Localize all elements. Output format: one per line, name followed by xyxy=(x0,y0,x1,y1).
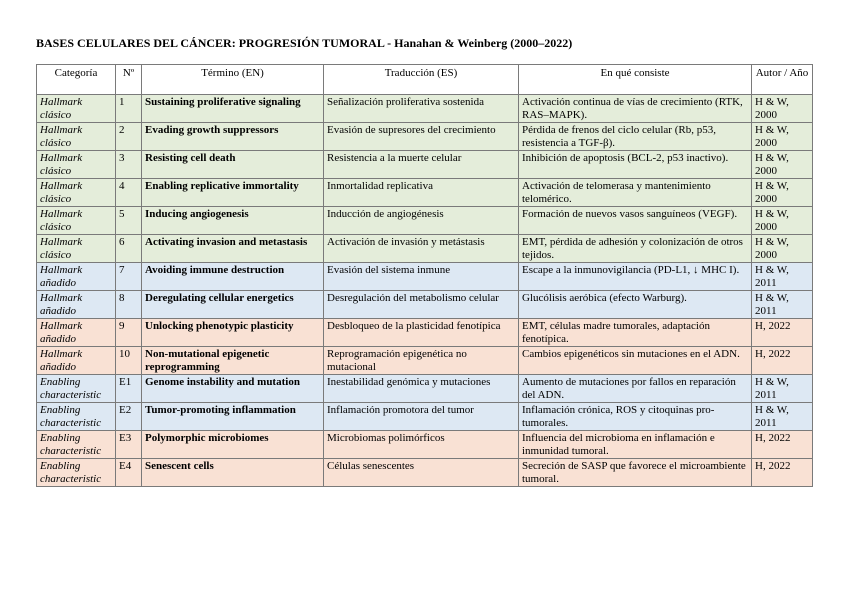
table-row xyxy=(37,179,813,207)
cell-term-en: Activating invasion and metastasis xyxy=(142,235,324,263)
cell-term-en: Resisting cell death xyxy=(142,151,324,179)
document-title: BASES CELULARES DEL CÁNCER: PROGRESIÓN TUMORAL - Hanahan & Weinberg (2000–2022) xyxy=(36,36,573,50)
cell-translation-es: Resistencia a la muerte celular xyxy=(324,151,519,179)
cell-translation-es: Células senescentes xyxy=(324,459,519,487)
cell-author-year: H & W, 2000 xyxy=(752,95,813,123)
cell-number: 8 xyxy=(116,291,142,319)
cell-description: Formación de nuevos vasos sanguíneos (VEGF). xyxy=(519,207,752,235)
table-row xyxy=(37,319,813,347)
cell-number: 4 xyxy=(116,179,142,207)
header-numero: Nº xyxy=(116,65,142,95)
cell-translation-es: Evasión del sistema inmune xyxy=(324,263,519,291)
cell-author-year: H & W, 2011 xyxy=(752,263,813,291)
cell-translation-es: Activación de invasión y metástasis xyxy=(324,235,519,263)
cell-term-en: Tumor-promoting inflammation xyxy=(142,403,324,431)
cell-author-year: H & W, 2011 xyxy=(752,375,813,403)
cell-author-year: H, 2022 xyxy=(752,347,813,375)
header-autor-ano: Autor / Año xyxy=(752,65,813,95)
cell-term-en: Deregulating cellular energetics xyxy=(142,291,324,319)
header-traduccion-es: Traducción (ES) xyxy=(324,65,519,95)
cell-author-year: H & W, 2000 xyxy=(752,151,813,179)
table-row xyxy=(37,459,813,487)
cell-translation-es: Microbiomas polimórficos xyxy=(324,431,519,459)
cell-author-year: H & W, 2011 xyxy=(752,291,813,319)
cell-term-en: Enabling replicative immortality xyxy=(142,179,324,207)
table-row xyxy=(37,431,813,459)
cell-number: 10 xyxy=(116,347,142,375)
cell-term-en: Evading growth suppressors xyxy=(142,123,324,151)
cell-translation-es: Inducción de angiogénesis xyxy=(324,207,519,235)
cell-category: Enabling characteristic xyxy=(37,403,116,431)
cell-term-en: Avoiding immune destruction xyxy=(142,263,324,291)
cell-description: Secreción de SASP que favorece el microambiente tumoral. xyxy=(519,459,752,487)
table-row xyxy=(37,375,813,403)
cell-description: Influencia del microbioma en inflamación e inmunidad tumoral. xyxy=(519,431,752,459)
cell-number: E3 xyxy=(116,431,142,459)
cell-description: Aumento de mutaciones por fallos en reparación del ADN. xyxy=(519,375,752,403)
cell-number: E2 xyxy=(116,403,142,431)
cell-translation-es: Inmortalidad replicativa xyxy=(324,179,519,207)
cell-number: 1 xyxy=(116,95,142,123)
cell-category: Hallmark añadido xyxy=(37,319,116,347)
cell-category: Enabling characteristic xyxy=(37,375,116,403)
cell-category: Hallmark clásico xyxy=(37,151,116,179)
header-categoria: Categoría xyxy=(37,65,116,95)
cell-category: Hallmark clásico xyxy=(37,235,116,263)
cell-category: Hallmark añadido xyxy=(37,263,116,291)
cell-author-year: H & W, 2011 xyxy=(752,403,813,431)
cell-translation-es: Evasión de supresores del crecimiento xyxy=(324,123,519,151)
cell-author-year: H & W, 2000 xyxy=(752,207,813,235)
cell-description: Inhibición de apoptosis (BCL-2, p53 inactivo). xyxy=(519,151,752,179)
cell-term-en: Genome instability and mutation xyxy=(142,375,324,403)
cell-description: EMT, pérdida de adhesión y colonización de otros tejidos. xyxy=(519,235,752,263)
cell-term-en: Senescent cells xyxy=(142,459,324,487)
cell-term-en: Inducing angiogenesis xyxy=(142,207,324,235)
cell-category: Enabling characteristic xyxy=(37,459,116,487)
cell-author-year: H, 2022 xyxy=(752,459,813,487)
table-row xyxy=(37,123,813,151)
cell-term-en: Non-mutational epigenetic reprogramming xyxy=(142,347,324,375)
table-row xyxy=(37,235,813,263)
cell-number: 2 xyxy=(116,123,142,151)
cell-number: E1 xyxy=(116,375,142,403)
cell-description: Activación de telomerasa y mantenimiento telomérico. xyxy=(519,179,752,207)
cell-translation-es: Desregulación del metabolismo celular xyxy=(324,291,519,319)
cell-term-en: Polymorphic microbiomes xyxy=(142,431,324,459)
cell-description: Escape a la inmunovigilancia (PD-L1, ↓ MHC I). xyxy=(519,263,752,291)
cell-author-year: H & W, 2000 xyxy=(752,179,813,207)
cell-category: Hallmark clásico xyxy=(37,179,116,207)
cell-translation-es: Inestabilidad genómica y mutaciones xyxy=(324,375,519,403)
cell-author-year: H & W, 2000 xyxy=(752,235,813,263)
cell-author-year: H, 2022 xyxy=(752,431,813,459)
cell-description: Cambios epigenéticos sin mutaciones en el ADN. xyxy=(519,347,752,375)
table-row xyxy=(37,95,813,123)
table-header-row xyxy=(37,65,813,95)
table-row xyxy=(37,263,813,291)
cell-description: Inflamación crónica, ROS y citoquinas pro-tumorales. xyxy=(519,403,752,431)
cell-number: 5 xyxy=(116,207,142,235)
cell-number: 3 xyxy=(116,151,142,179)
cell-category: Hallmark clásico xyxy=(37,123,116,151)
cell-term-en: Unlocking phenotypic plasticity xyxy=(142,319,324,347)
cell-category: Hallmark clásico xyxy=(37,207,116,235)
cell-translation-es: Desbloqueo de la plasticidad fenotípica xyxy=(324,319,519,347)
cell-number: 7 xyxy=(116,263,142,291)
table-row xyxy=(37,291,813,319)
cell-author-year: H & W, 2000 xyxy=(752,123,813,151)
cell-description: Activación continua de vías de crecimiento (RTK, RAS–MAPK). xyxy=(519,95,752,123)
table-row xyxy=(37,151,813,179)
cell-translation-es: Señalización proliferativa sostenida xyxy=(324,95,519,123)
cell-description: EMT, células madre tumorales, adaptación fenotípica. xyxy=(519,319,752,347)
table-row xyxy=(37,207,813,235)
table-row xyxy=(37,403,813,431)
hallmarks-table xyxy=(36,64,813,487)
cell-description: Pérdida de frenos del ciclo celular (Rb, p53, resistencia a TGF-β). xyxy=(519,123,752,151)
cell-translation-es: Inflamación promotora del tumor xyxy=(324,403,519,431)
cell-description: Glucólisis aeróbica (efecto Warburg). xyxy=(519,291,752,319)
header-termino-en: Término (EN) xyxy=(142,65,324,95)
cell-category: Hallmark añadido xyxy=(37,347,116,375)
cell-translation-es: Reprogramación epigenética no mutacional xyxy=(324,347,519,375)
cell-author-year: H, 2022 xyxy=(752,319,813,347)
cell-category: Hallmark añadido xyxy=(37,291,116,319)
cell-number: 9 xyxy=(116,319,142,347)
cell-number: 6 xyxy=(116,235,142,263)
cell-term-en: Sustaining proliferative signaling xyxy=(142,95,324,123)
cell-category: Hallmark clásico xyxy=(37,95,116,123)
cell-number: E4 xyxy=(116,459,142,487)
header-en-que-consiste: En qué consiste xyxy=(519,65,752,95)
cell-category: Enabling characteristic xyxy=(37,431,116,459)
table-row xyxy=(37,347,813,375)
